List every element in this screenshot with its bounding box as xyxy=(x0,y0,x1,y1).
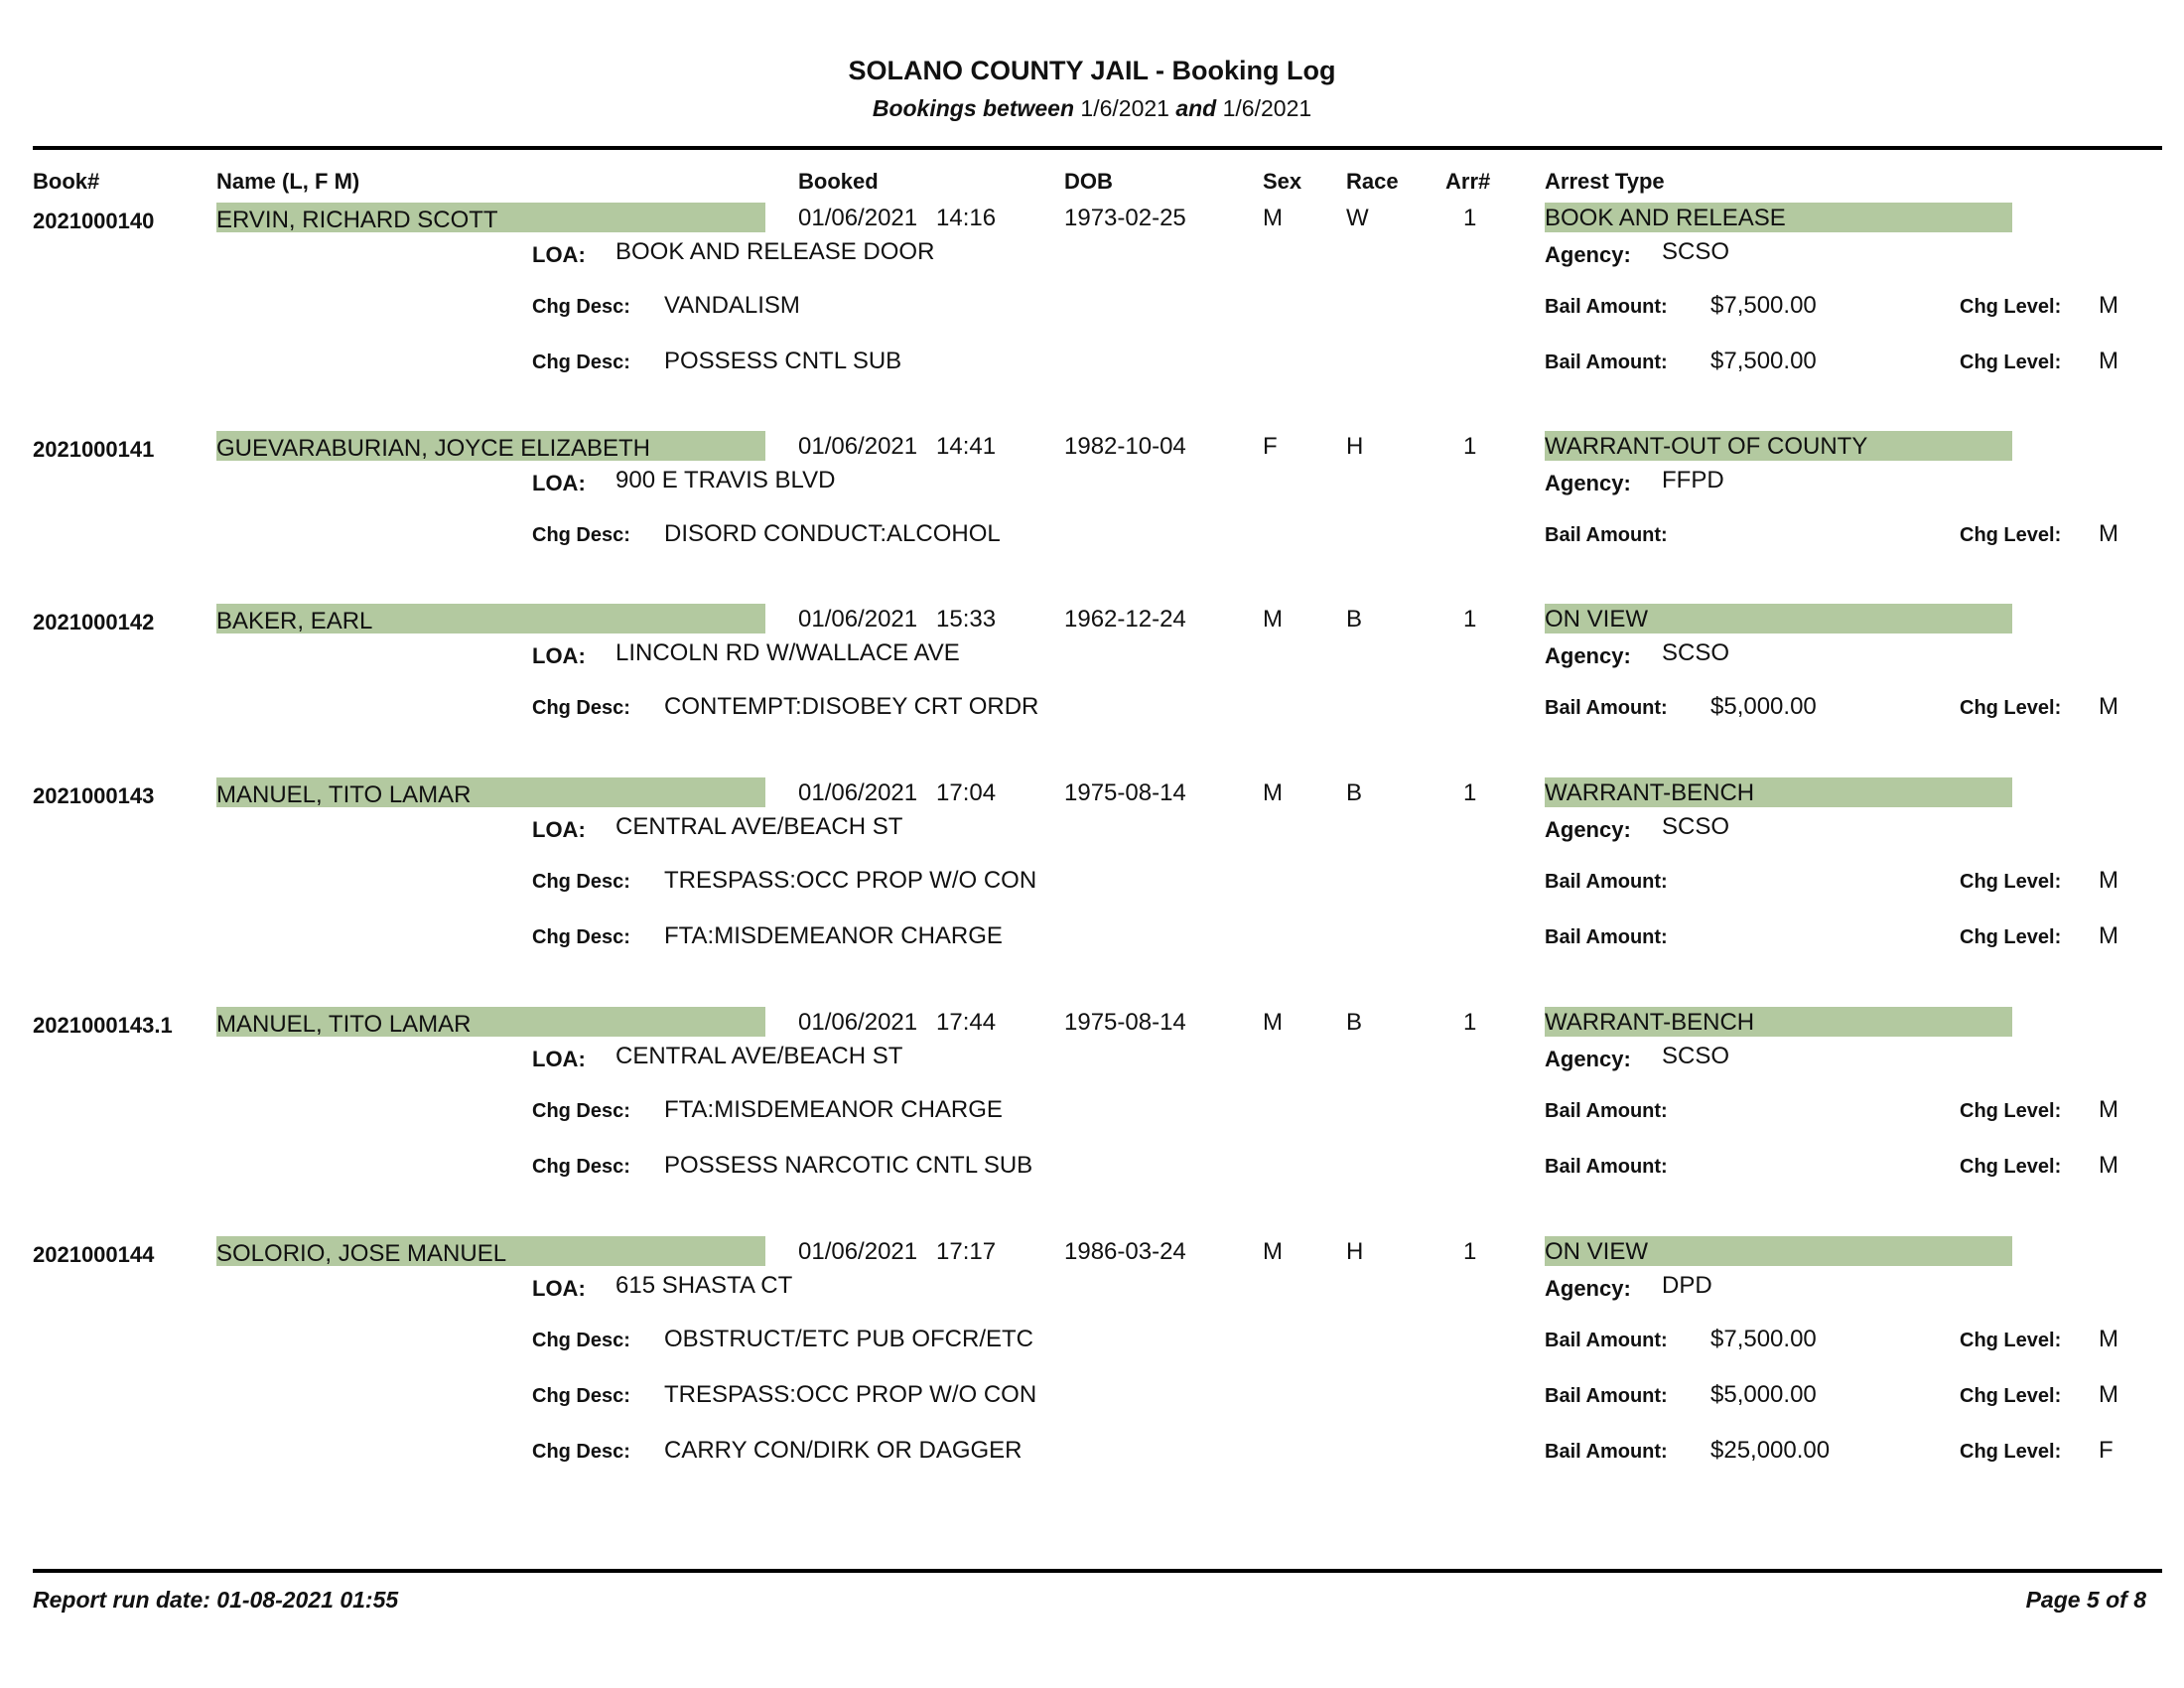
sex: M xyxy=(1263,1238,1283,1265)
chg-desc-value: CARRY CON/DIRK OR DAGGER xyxy=(664,1437,1023,1464)
bail-amount-label: Bail Amount: xyxy=(1545,1100,1668,1122)
loa-label: LOA: xyxy=(532,1276,586,1301)
bail-amount-value: $25,000.00 xyxy=(1710,1437,1831,1464)
book-number: 2021000142 xyxy=(33,610,155,634)
chg-level-value: M xyxy=(2099,1152,2118,1179)
dob: 1975-08-14 xyxy=(1064,1009,1186,1036)
sex: M xyxy=(1263,606,1283,633)
loa-value: 900 E TRAVIS BLVD xyxy=(615,467,836,493)
arrest-type: WARRANT-BENCH xyxy=(1545,1009,1755,1036)
report-title: SOLANO COUNTY JAIL - Booking Log xyxy=(848,56,1336,85)
agency-label: Agency: xyxy=(1545,817,1631,842)
bail-amount-label: Bail Amount: xyxy=(1545,352,1668,373)
chg-desc-label: Chg Desc: xyxy=(532,871,630,893)
agency-value: SCSO xyxy=(1662,1043,1730,1069)
chg-desc-value: VANDALISM xyxy=(664,292,800,319)
chg-desc-value: POSSESS CNTL SUB xyxy=(664,348,902,374)
bail-amount-label: Bail Amount: xyxy=(1545,296,1668,318)
agency-value: FFPD xyxy=(1662,467,1724,493)
arrest-number: 1 xyxy=(1463,433,1477,460)
column-header-book: Book# xyxy=(33,169,100,194)
chg-desc-value: FTA:MISDEMEANOR CHARGE xyxy=(664,1096,1003,1123)
booked-time: 17:17 xyxy=(936,1238,997,1265)
booked-date: 01/06/2021 xyxy=(798,606,918,633)
chg-level-label: Chg Level: xyxy=(1960,871,2062,893)
agency-label: Agency: xyxy=(1545,1276,1631,1301)
chg-level-value: M xyxy=(2099,693,2118,720)
booked-time: 15:33 xyxy=(936,606,997,633)
chg-level-label: Chg Level: xyxy=(1960,1330,2062,1351)
dob: 1973-02-25 xyxy=(1064,205,1186,231)
header-rule xyxy=(33,146,2162,150)
chg-desc-label: Chg Desc: xyxy=(532,352,630,373)
loa-value: LINCOLN RD W/WALLACE AVE xyxy=(615,639,960,666)
arrest-number: 1 xyxy=(1463,205,1477,231)
chg-level-value: M xyxy=(2099,922,2118,949)
chg-desc-value: CONTEMPT:DISOBEY CRT ORDR xyxy=(664,693,1039,720)
chg-level-value: M xyxy=(2099,292,2118,319)
bail-amount-label: Bail Amount: xyxy=(1545,1330,1668,1351)
subtitle-prefix: Bookings between xyxy=(872,95,1075,121)
chg-level-label: Chg Level: xyxy=(1960,524,2062,546)
subtitle-and: and xyxy=(1175,95,1217,121)
bail-amount-label: Bail Amount: xyxy=(1545,1156,1668,1178)
chg-desc-value: POSSESS NARCOTIC CNTL SUB xyxy=(664,1152,1033,1179)
bail-amount-value: $7,500.00 xyxy=(1710,292,1817,319)
booked-time: 14:41 xyxy=(936,433,997,460)
agency-value: SCSO xyxy=(1662,238,1730,265)
sex: M xyxy=(1263,779,1283,806)
inmate-name: GUEVARABURIAN, JOYCE ELIZABETH xyxy=(216,435,650,462)
column-header-arr: Arr# xyxy=(1445,169,1491,194)
booked-time: 17:44 xyxy=(936,1009,997,1036)
date-to: 1/6/2021 xyxy=(1222,95,1312,121)
bail-amount-label: Bail Amount: xyxy=(1545,524,1668,546)
inmate-name: ERVIN, RICHARD SCOTT xyxy=(216,207,498,233)
column-header-arrest-type: Arrest Type xyxy=(1545,169,1665,194)
inmate-name: MANUEL, TITO LAMAR xyxy=(216,781,472,808)
arrest-number: 1 xyxy=(1463,779,1477,806)
arrest-number: 1 xyxy=(1463,1238,1477,1265)
dob: 1986-03-24 xyxy=(1064,1238,1186,1265)
bail-amount-label: Bail Amount: xyxy=(1545,697,1668,719)
chg-desc-label: Chg Desc: xyxy=(532,1156,630,1178)
loa-label: LOA: xyxy=(532,817,586,842)
race: H xyxy=(1346,1238,1364,1265)
dob: 1962-12-24 xyxy=(1064,606,1186,633)
chg-level-value: M xyxy=(2099,520,2118,547)
chg-desc-label: Chg Desc: xyxy=(532,1441,630,1463)
booked-time: 14:16 xyxy=(936,205,997,231)
race: B xyxy=(1346,1009,1363,1036)
agency-value: DPD xyxy=(1662,1272,1712,1299)
chg-level-value: M xyxy=(2099,1096,2118,1123)
bail-amount-label: Bail Amount: xyxy=(1545,1385,1668,1407)
dob: 1975-08-14 xyxy=(1064,779,1186,806)
chg-level-label: Chg Level: xyxy=(1960,352,2062,373)
footer-rule xyxy=(33,1569,2162,1573)
bail-amount-value: $5,000.00 xyxy=(1710,1381,1817,1408)
dob: 1982-10-04 xyxy=(1064,433,1186,460)
race: B xyxy=(1346,779,1363,806)
bail-amount-value: $5,000.00 xyxy=(1710,693,1817,720)
race: H xyxy=(1346,433,1364,460)
arrest-number: 1 xyxy=(1463,1009,1477,1036)
loa-value: 615 SHASTA CT xyxy=(615,1272,793,1299)
agency-value: SCSO xyxy=(1662,813,1730,840)
loa-value: CENTRAL AVE/BEACH ST xyxy=(615,1043,903,1069)
loa-value: CENTRAL AVE/BEACH ST xyxy=(615,813,903,840)
arrest-type: WARRANT-BENCH xyxy=(1545,779,1755,806)
inmate-name: BAKER, EARL xyxy=(216,608,373,634)
bail-amount-label: Bail Amount: xyxy=(1545,1441,1668,1463)
chg-desc-label: Chg Desc: xyxy=(532,1385,630,1407)
column-header-booked: Booked xyxy=(798,169,879,194)
loa-label: LOA: xyxy=(532,643,586,668)
chg-level-value: M xyxy=(2099,348,2118,374)
agency-label: Agency: xyxy=(1545,242,1631,267)
bail-amount-value: $7,500.00 xyxy=(1710,1326,1817,1352)
agency-value: SCSO xyxy=(1662,639,1730,666)
column-header-dob: DOB xyxy=(1064,169,1113,194)
chg-desc-label: Chg Desc: xyxy=(532,296,630,318)
booked-date: 01/06/2021 xyxy=(798,1238,918,1265)
chg-level-label: Chg Level: xyxy=(1960,1441,2062,1463)
column-header-race: Race xyxy=(1346,169,1399,194)
chg-desc-label: Chg Desc: xyxy=(532,926,630,948)
chg-desc-label: Chg Desc: xyxy=(532,524,630,546)
chg-level-label: Chg Level: xyxy=(1960,1100,2062,1122)
bail-amount-label: Bail Amount: xyxy=(1545,871,1668,893)
chg-level-value: M xyxy=(2099,1381,2118,1408)
chg-desc-label: Chg Desc: xyxy=(532,697,630,719)
chg-level-label: Chg Level: xyxy=(1960,296,2062,318)
booked-time: 17:04 xyxy=(936,779,997,806)
loa-label: LOA: xyxy=(532,471,586,495)
column-header-name: Name (L, F M) xyxy=(216,169,360,194)
agency-label: Agency: xyxy=(1545,471,1631,495)
race: B xyxy=(1346,606,1363,633)
sex: M xyxy=(1263,205,1283,231)
race: W xyxy=(1346,205,1369,231)
chg-level-value: F xyxy=(2099,1437,2114,1464)
chg-desc-label: Chg Desc: xyxy=(532,1100,630,1122)
report-run-date: Report run date: 01-08-2021 01:55 xyxy=(33,1587,399,1613)
loa-label: LOA: xyxy=(532,242,586,267)
chg-desc-value: TRESPASS:OCC PROP W/O CON xyxy=(664,867,1037,894)
inmate-name: MANUEL, TITO LAMAR xyxy=(216,1011,472,1038)
booked-date: 01/06/2021 xyxy=(798,205,918,231)
page-number: Page 5 of 8 xyxy=(2025,1587,2146,1613)
arrest-type: ON VIEW xyxy=(1545,606,1649,633)
agency-label: Agency: xyxy=(1545,643,1631,668)
loa-value: BOOK AND RELEASE DOOR xyxy=(615,238,935,265)
bail-amount-label: Bail Amount: xyxy=(1545,926,1668,948)
book-number: 2021000140 xyxy=(33,209,155,233)
chg-desc-value: DISORD CONDUCT:ALCOHOL xyxy=(664,520,1001,547)
booked-date: 01/06/2021 xyxy=(798,779,918,806)
arrest-type: BOOK AND RELEASE xyxy=(1545,205,1786,231)
booked-date: 01/06/2021 xyxy=(798,1009,918,1036)
chg-desc-label: Chg Desc: xyxy=(532,1330,630,1351)
chg-level-label: Chg Level: xyxy=(1960,926,2062,948)
arrest-type: ON VIEW xyxy=(1545,1238,1649,1265)
chg-level-label: Chg Level: xyxy=(1960,697,2062,719)
arrest-type: WARRANT-OUT OF COUNTY xyxy=(1545,433,1868,460)
loa-label: LOA: xyxy=(532,1047,586,1071)
agency-label: Agency: xyxy=(1545,1047,1631,1071)
inmate-name: SOLORIO, JOSE MANUEL xyxy=(216,1240,507,1267)
chg-desc-value: TRESPASS:OCC PROP W/O CON xyxy=(664,1381,1037,1408)
sex: F xyxy=(1263,433,1278,460)
book-number: 2021000141 xyxy=(33,437,155,462)
booked-date: 01/06/2021 xyxy=(798,433,918,460)
bail-amount-value: $7,500.00 xyxy=(1710,348,1817,374)
arrest-number: 1 xyxy=(1463,606,1477,633)
book-number: 2021000143.1 xyxy=(33,1013,173,1038)
column-header-sex: Sex xyxy=(1263,169,1302,194)
chg-level-value: M xyxy=(2099,867,2118,894)
chg-desc-value: FTA:MISDEMEANOR CHARGE xyxy=(664,922,1003,949)
chg-level-label: Chg Level: xyxy=(1960,1156,2062,1178)
chg-desc-value: OBSTRUCT/ETC PUB OFCR/ETC xyxy=(664,1326,1034,1352)
book-number: 2021000144 xyxy=(33,1242,155,1267)
chg-level-value: M xyxy=(2099,1326,2118,1352)
sex: M xyxy=(1263,1009,1283,1036)
chg-level-label: Chg Level: xyxy=(1960,1385,2062,1407)
book-number: 2021000143 xyxy=(33,783,155,808)
report-subtitle xyxy=(0,95,2184,122)
date-from: 1/6/2021 xyxy=(1080,95,1169,121)
